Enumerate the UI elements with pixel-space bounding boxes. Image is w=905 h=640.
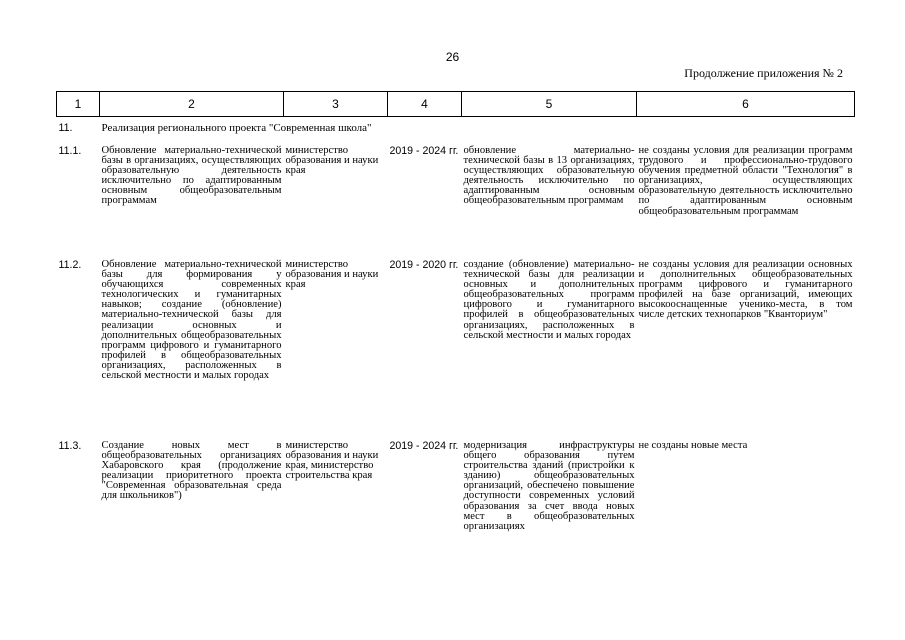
consequence-cell: не созданы условия для реализации программ трудового и профессионально-трудового обучения предметной области "Технология" в организациях, осуществляющих образовательную деятельность исключительно по адаптированным основным общеобразовательным программам bbox=[638, 145, 853, 217]
header-row bbox=[57, 92, 855, 117]
page-number: 26 bbox=[445, 50, 460, 64]
period-cell: 2019 - 2020 гг. bbox=[389, 259, 459, 271]
table-row bbox=[57, 146, 855, 260]
table-row bbox=[57, 260, 855, 441]
consequence-cell: не созданы новые места bbox=[638, 440, 748, 451]
period-cell: 2019 - 2024 гг. bbox=[389, 145, 459, 157]
activity-cell: Обновление материально-технической базы для формирования у обучающихся современных технологических и гуманитарных навыков; создание (обновление) материально-технической базы для реализации основных и дополнительных общеобразовательных программ цифрового и гуманитарного профилей в общеобразовательных организациях, расположенных в сельской местности и малых городах bbox=[101, 259, 282, 382]
result-cell: создание (обновление) материально-технической базы для реализации основных и дополнительных общеобразовательных программ цифрового и гуманитарного профилей в общеобразовательных организациях, расположенных в сельской местности и малых городах bbox=[463, 259, 635, 341]
table-row bbox=[57, 441, 855, 532]
period-cell: 2019 - 2024 гг. bbox=[389, 440, 459, 452]
program-activities-table bbox=[56, 91, 855, 532]
activity-cell: Создание новых мест в общеобразовательных организациях Хабаровского края (продолжение реализации приоритетного проекта "Современная образовательная среда для школьников") bbox=[101, 440, 282, 502]
section-number: 11. bbox=[58, 122, 73, 134]
row-number: 11.1. bbox=[58, 145, 82, 157]
result-cell: модернизация инфраструктуры общего образования путем строительства зданий (пристройки к зданию) общеобразовательных организаций, обеспечено повышение доступности современных условий образования за счет ввода новых мест в общеобразовательных организациях bbox=[463, 440, 635, 532]
executor-cell: министерство образования и науки края bbox=[285, 259, 379, 291]
consequence-cell: не созданы условия для реализации основных и дополнительных общеобразовательных программ цифрового и гуманитарного профилей на базе организаций, имеющих высокооснащенные ученико-места, в том числе детских технопарков "Кванториум" bbox=[638, 259, 853, 321]
section-title: Реализация регионального проекта "Современная школа" bbox=[101, 122, 372, 134]
row-number: 11.3. bbox=[58, 440, 82, 452]
executor-cell: министерство образования и науки края bbox=[285, 145, 379, 177]
continuation-label: Продолжение приложения № 2 bbox=[684, 66, 843, 80]
header-cell-5: 5 bbox=[462, 92, 637, 117]
section-row bbox=[57, 117, 855, 147]
result-cell: обновление материально-технической базы в 13 организациях, осуществляющих образовательную деятельность исключительно по адаптированным основным общеобразовательным программам bbox=[463, 145, 635, 207]
header-cell-2: 2 bbox=[100, 92, 284, 117]
activity-cell: Обновление материально-технической базы в организациях, осуществляющих образовательную деятельность исключительно по адаптированным основным общеобразовательным программам bbox=[101, 145, 282, 207]
header-cell-3: 3 bbox=[284, 92, 388, 117]
executor-cell: министерство образования и науки края, министерство строительства края bbox=[285, 440, 379, 482]
row-number: 11.2. bbox=[58, 259, 82, 271]
header-cell-4: 4 bbox=[388, 92, 462, 117]
header-cell-6: 6 bbox=[637, 92, 855, 117]
header-cell-1: 1 bbox=[57, 92, 100, 117]
